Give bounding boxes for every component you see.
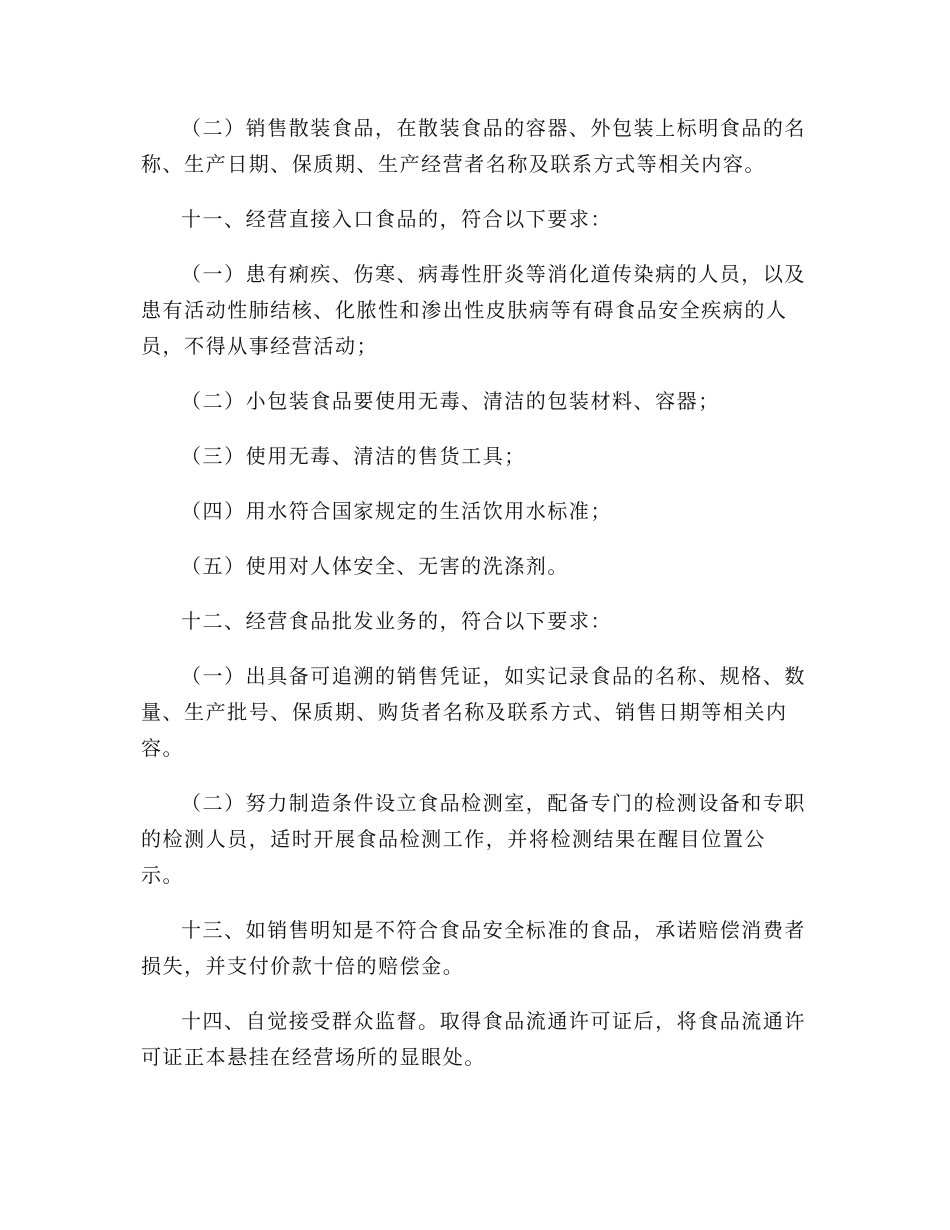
document-body (141, 110, 809, 1094)
paragraph-twelve-sub-1: （一）出具备可追溯的销售凭证，如实记录食品的名称、规格、数量、生产批号、保质期、购货者名称及联系方式、销售日期等相关内容。 (141, 664, 806, 760)
paragraph-twelve-sub-2: （二）努力制造条件设立食品检测室，配备专门的检测设备和专职的检测人员，适时开展食品检测工作，并将检测结果在醒目位置公示。 (141, 791, 806, 887)
paragraph-eleven-sub-1: （一）患有痢疾、伤寒、病毒性肝炎等消化道传染病的人员，以及患有活动性肺结核、化脓性和渗出性皮肤病等有碍食品安全疾病的人员，不得从事经营活动； (141, 262, 806, 358)
paragraph-item-thirteen: 十三、如销售明知是不符合食品安全标准的食品，承诺赔偿消费者损失，并支付价款十倍的赔偿金。 (141, 918, 806, 978)
paragraph-eleven-sub-5: （五）使用对人体安全、无害的洗涤剂。 (181, 554, 569, 578)
heading-item-eleven: 十一、经营直接入口食品的，符合以下要求： (181, 207, 612, 231)
paragraph-eleven-sub-4: （四）用水符合国家规定的生活饮用水标准； (181, 499, 612, 523)
heading-item-twelve: 十二、经营食品批发业务的，符合以下要求： (181, 609, 612, 633)
paragraph-eleven-sub-3: （三）使用无毒、清洁的售货工具； (181, 444, 526, 468)
paragraph-item-fourteen: 十四、自觉接受群众监督。取得食品流通许可证后，将食品流通许可证正本悬挂在经营场所的显眼处。 (141, 1009, 806, 1069)
paragraph-eleven-sub-2: （二）小包装食品要使用无毒、清洁的包装材料、容器； (181, 389, 720, 413)
paragraph-bulk-food-labeling: （二）销售散装食品，在散装食品的容器、外包装上标明食品的名称、生产日期、保质期、生产经营者名称及联系方式等相关内容。 (141, 116, 806, 176)
